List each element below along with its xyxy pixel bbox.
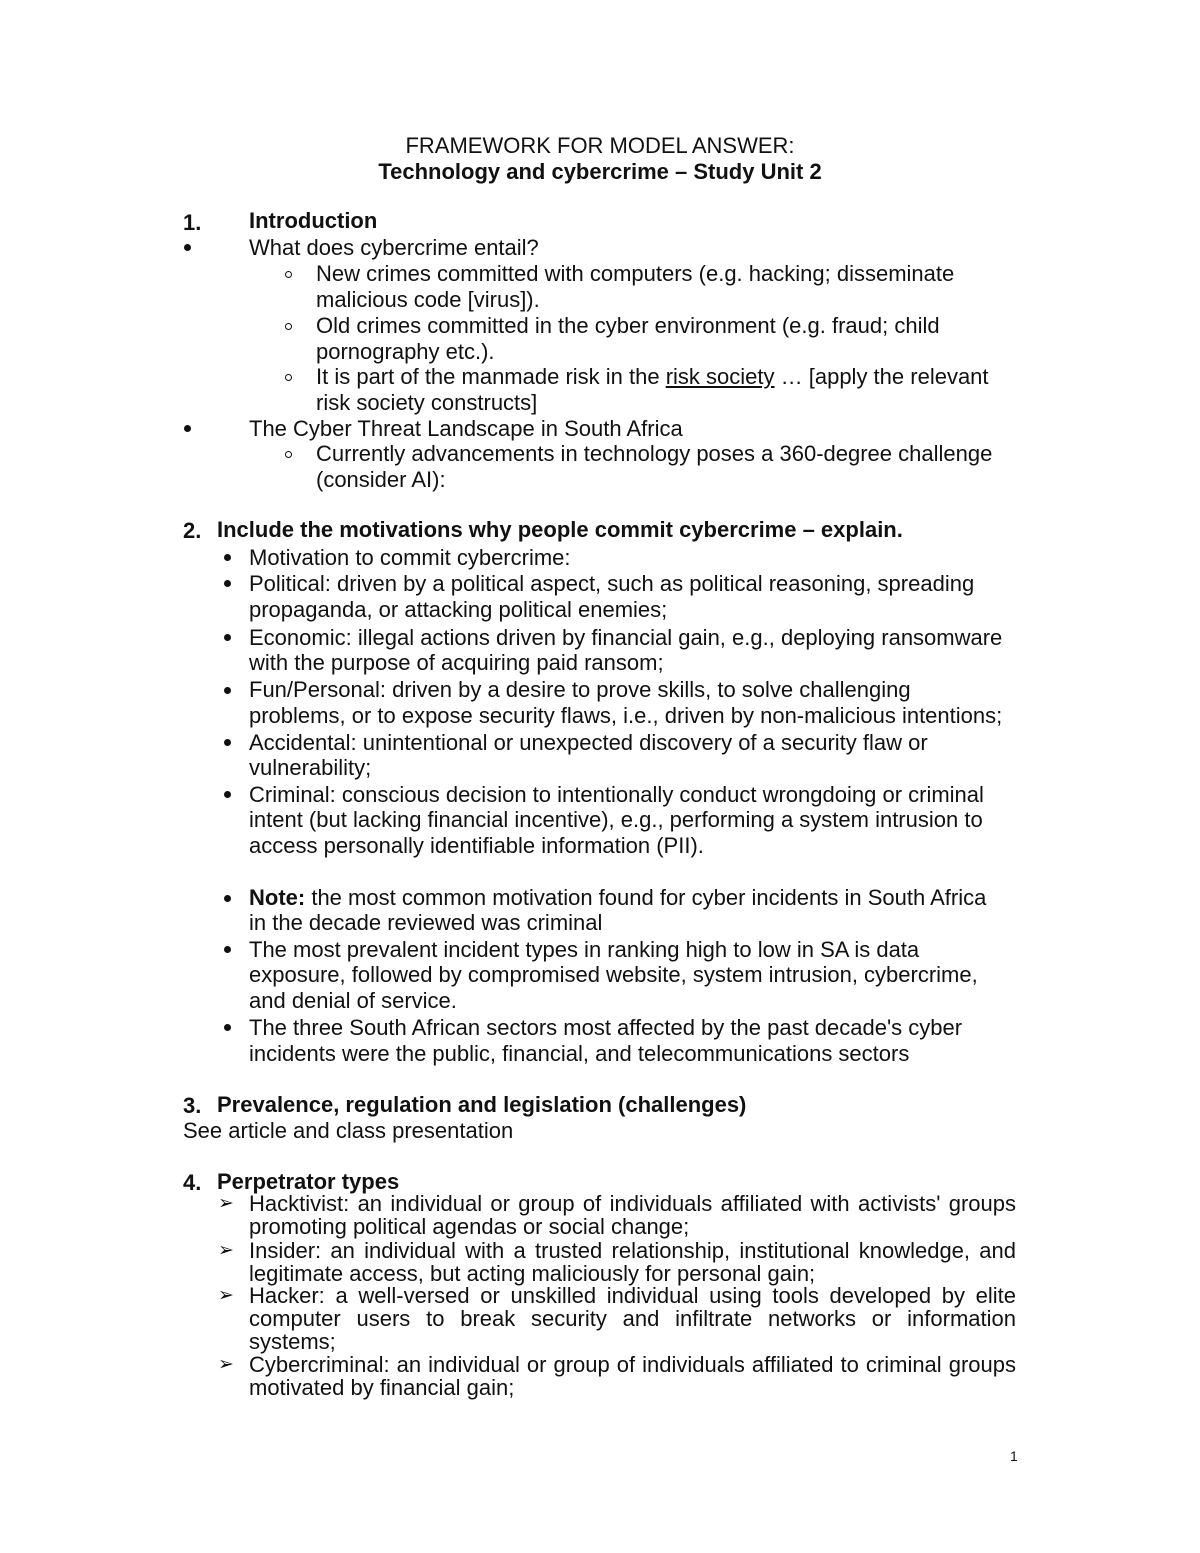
bullet-text: Criminal: conscious decision to intentionally conduct wrongdoing or criminal	[249, 782, 984, 807]
bullet-text: and denial of service.	[249, 988, 457, 1013]
bullet-text: Economic: illegal actions driven by financial gain, e.g., deploying ransomware	[249, 625, 1003, 650]
text-run: … [apply the relevant	[774, 364, 989, 389]
bullet-text: problems, or to expose security flaws, i.e., driven by non-malicious intentions;	[249, 703, 1003, 728]
section-2-number: 2.	[183, 518, 202, 543]
bullet-text: What does cybercrime entail?	[249, 235, 539, 260]
bullet-dot	[224, 1024, 231, 1031]
bullet-text: The three South African sectors most affected by the past decade's cyber	[249, 1015, 963, 1040]
bullet-text: vulnerability;	[249, 755, 372, 780]
bullet-text: intent (but lacking financial incentive), e.g., performing a system intrusion to	[249, 807, 983, 832]
sub-bullet-text: malicious code [virus]).	[316, 287, 540, 312]
section-4-heading: Perpetrator types	[217, 1169, 400, 1194]
arrow-bullet-icon: ➢	[218, 1239, 234, 1261]
bullet-text: Motivation to commit cybercrime:	[249, 545, 571, 570]
section-3-heading: Prevalence, regulation and legislation (challenges)	[217, 1092, 747, 1117]
sub-bullet-marker	[285, 374, 292, 381]
perpetrator-item: Cybercriminal: an individual or group of individuals affiliated to criminal groups motivated by financial gain;	[249, 1352, 1016, 1400]
bullet-text: access personally identifiable information (PII).	[249, 833, 704, 858]
document-subtitle: Technology and cybercrime – Study Unit 2	[378, 159, 822, 184]
section-4-number: 4.	[183, 1170, 202, 1195]
bullet-text: Fun/Personal: driven by a desire to prove skills, to solve challenging	[249, 677, 911, 702]
bullet-text: propaganda, or attacking political enemies;	[249, 597, 668, 622]
bullet-text: Accidental: unintentional or unexpected discovery of a security flaw or	[249, 730, 928, 755]
bullet-dot	[224, 791, 231, 798]
sub-bullet-text: Currently advancements in technology poses a 360-degree challenge	[316, 441, 993, 466]
bullet-dot	[224, 554, 231, 561]
sub-bullet-text: pornography etc.).	[316, 339, 495, 364]
sub-bullet-marker	[285, 451, 292, 458]
document-title: FRAMEWORK FOR MODEL ANSWER:	[405, 133, 795, 158]
page-number: 1	[1010, 1448, 1018, 1464]
bullet-text: The most prevalent incident types in ranking high to low in SA is data	[249, 937, 920, 962]
perpetrator-item: Hacktivist: an individual or group of individuals affiliated with activists' groups promoting political agendas or social change;	[249, 1191, 1016, 1239]
bullet-dot	[184, 244, 191, 251]
bullet-text: The Cyber Threat Landscape in South Africa	[249, 416, 683, 441]
bullet-dot	[224, 946, 231, 953]
bullet-dot	[224, 895, 231, 902]
section-1-number: 1.	[183, 210, 202, 235]
sub-bullet-text: (consider AI):	[316, 467, 446, 492]
sub-bullet-text: risk society constructs]	[316, 390, 538, 415]
bullet-dot	[224, 739, 231, 746]
bullet-dot	[224, 580, 231, 587]
section-3-number: 3.	[183, 1093, 202, 1118]
text-run: the most common motivation found for cyber incidents in South Africa	[305, 885, 987, 910]
arrow-bullet-icon: ➢	[218, 1353, 234, 1375]
sub-bullet-text: New crimes committed with computers (e.g. hacking; disseminate	[316, 261, 955, 286]
perpetrator-item: Hacker: a well-versed or unskilled individual using tools developed by elite computer users to break security and infiltrate networks or information systems;	[249, 1283, 1016, 1354]
section-3-text: See article and class presentation	[183, 1118, 514, 1143]
arrow-bullet-icon: ➢	[218, 1284, 234, 1306]
note-label: Note:	[249, 885, 306, 910]
arrow-bullet-icon: ➢	[218, 1192, 234, 1214]
perpetrator-item: Insider: an individual with a trusted relationship, institutional knowledge, and legitimate access, but acting maliciously for personal gain;	[249, 1238, 1016, 1286]
sub-bullet-marker	[285, 323, 292, 330]
note-text: in the decade reviewed was criminal	[249, 910, 603, 935]
sub-bullet-marker	[285, 271, 292, 278]
bullet-dot	[224, 687, 231, 694]
bullet-text: with the purpose of acquiring paid ransom;	[249, 650, 664, 675]
bullet-dot	[184, 425, 191, 432]
bullet-dot	[224, 634, 231, 641]
sub-bullet-text: Old crimes committed in the cyber environment (e.g. fraud; child	[316, 313, 940, 338]
risk-society-term: risk society	[665, 364, 775, 389]
bullet-text: Political: driven by a political aspect, such as political reasoning, spreading	[249, 571, 975, 596]
bullet-text: exposure, followed by compromised website, system intrusion, cybercrime,	[249, 962, 978, 987]
sub-bullet-text	[316, 364, 989, 390]
note-text	[249, 885, 986, 911]
text-run: It is part of the manmade risk in the	[316, 364, 666, 389]
section-1-heading: Introduction	[249, 208, 378, 233]
section-2-heading: Include the motivations why people commit cybercrime – explain.	[217, 517, 903, 542]
bullet-text: incidents were the public, financial, and telecommunications sectors	[249, 1041, 910, 1066]
